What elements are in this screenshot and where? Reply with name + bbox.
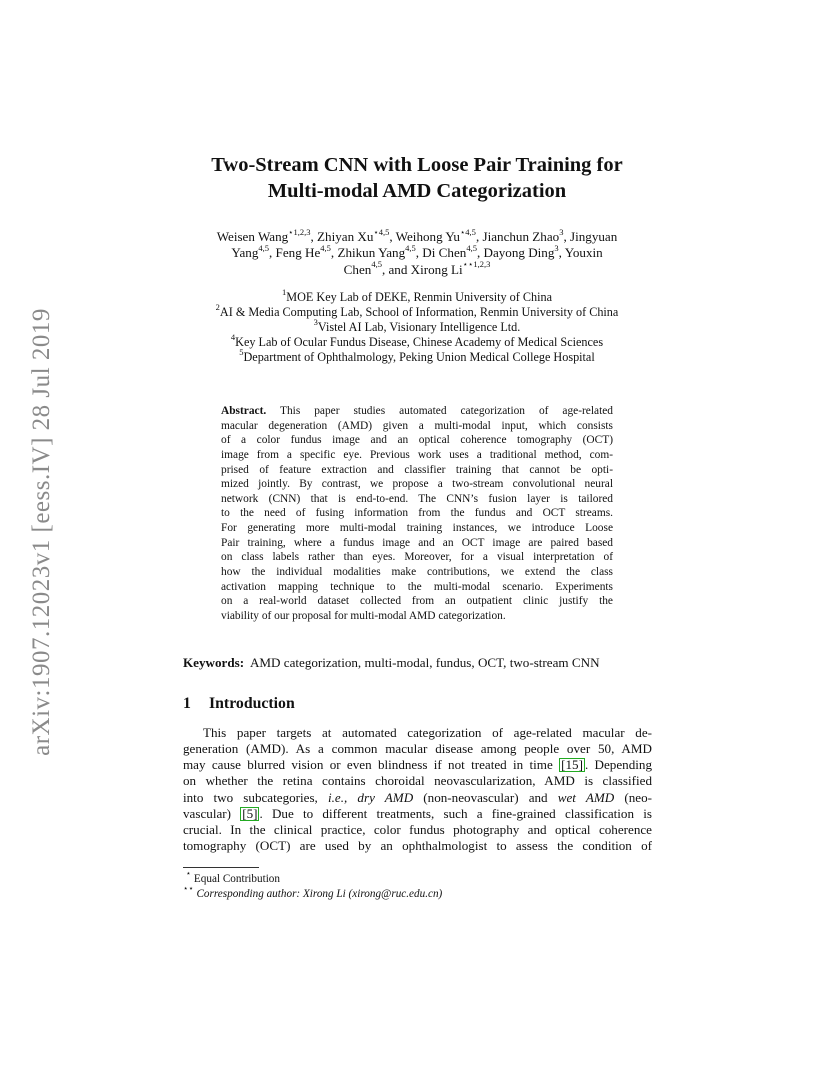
citation-link-5[interactable]: [5] <box>242 805 258 821</box>
author-name: , Youxin <box>558 245 603 261</box>
author-affil-mark: 4,5 <box>371 259 382 270</box>
author-affil-mark: 3 <box>559 226 564 237</box>
author-name: , Dayong Ding <box>476 245 555 261</box>
affil-text: MOE Key Lab of DEKE, Renmin University of China <box>286 290 552 304</box>
author-name: , Jianchun Zhao <box>475 229 560 244</box>
body-text: into two subcategories, <box>183 789 328 805</box>
footnote-mark: ⋆ <box>185 868 192 879</box>
body-line <box>183 757 652 773</box>
abstract-line: For generating more multi-modal training instances, we introduce Loose <box>221 522 613 535</box>
body-line: This paper targets at automated categorization of age-related macular de- <box>203 725 652 740</box>
footnote-rule <box>183 867 259 868</box>
author-affil-mark: 4,5 <box>405 243 416 254</box>
author-name: , Jingyuan <box>563 229 618 244</box>
body-line <box>183 806 652 822</box>
author-affil-mark: 4,5 <box>258 243 269 254</box>
abstract-line: mized jointly. By contrast, we propose a two-stream convolutional neural <box>221 478 613 491</box>
body-text: vascular) <box>183 805 241 821</box>
title-line-2: Multi-modal AMD Categorization <box>267 180 567 202</box>
affiliation-3 <box>160 316 674 335</box>
author-affil-mark: 4,5 <box>320 243 331 254</box>
arxiv-identifier: arXiv:1907.12023v1 [eess.IV] 28 Jul 2019 <box>28 308 55 756</box>
author-name: , and Xirong Li <box>381 261 463 277</box>
body-line <box>183 790 652 806</box>
author-affil-mark: ⋆⋆1,2,3 <box>462 259 491 270</box>
body-line: tomography (OCT) are used by an ophthalmologist to assess the condition of <box>183 837 652 853</box>
abstract-line: prised of feature extraction and classifier training that cannot be opti- <box>221 463 613 476</box>
keywords-label: Keywords: <box>183 655 245 670</box>
affil-number: 2 <box>215 301 220 312</box>
abstract-label: Abstract. <box>221 405 267 417</box>
abstract <box>221 404 613 624</box>
author-line-1 <box>170 226 664 245</box>
arxiv-stamp <box>22 292 62 772</box>
section-title: Introduction <box>209 695 295 712</box>
affil-text: Department of Ophthalmology, Peking Union Medical College Hospital <box>243 350 595 364</box>
author-affil-mark: 3 <box>554 243 559 254</box>
affil-number: 1 <box>282 286 287 297</box>
author-affil-mark: ⋆1,2,3 <box>288 226 311 237</box>
author-name: , Zhikun Yang <box>330 245 406 261</box>
author-affil-mark: ⋆4,5 <box>373 226 390 237</box>
author-name: , Weihong Yu <box>389 229 460 244</box>
body-line: on whether the retina contains choroidal neovascularization, AMD is classified <box>183 773 652 789</box>
body-text: . Due to different treatments, such a fine-grained classification is <box>259 805 652 821</box>
affiliation-list <box>160 286 674 365</box>
body-italic: i.e., <box>327 789 348 805</box>
affil-number: 3 <box>313 316 318 327</box>
footnote-1 <box>183 868 442 887</box>
affiliation-2 <box>160 301 674 320</box>
affil-text: Vistel AI Lab, Visionary Intelligence Ltd. <box>317 320 521 334</box>
author-name: , Di Chen <box>415 245 467 261</box>
author-line-2 <box>170 245 664 261</box>
abstract-line: to the need of fusing information from the fundus and OCT streams. <box>221 507 613 520</box>
body-text: (neo- <box>614 789 652 805</box>
title-line-1: Two-Stream CNN with Loose Pair Training for <box>211 154 623 176</box>
citation-link-15[interactable]: [15] <box>561 757 583 773</box>
author-line-3 <box>170 259 664 278</box>
body-text: (non-neovascular) and <box>413 789 558 805</box>
affil-text: Key Lab of Ocular Fundus Disease, Chinese Academy of Medical Sciences <box>235 335 604 349</box>
body-italic: wet AMD <box>557 789 615 805</box>
footnote-text: Equal Contribution <box>193 873 280 885</box>
affiliation-4 <box>160 331 674 350</box>
abstract-line: image from a specific eye. Previous work uses a traditional method, com- <box>221 448 613 461</box>
affiliation-5 <box>160 346 674 365</box>
body-text <box>347 790 357 805</box>
body-italic: dry AMD <box>357 789 414 805</box>
section-heading <box>183 695 295 713</box>
footnote-text: Corresponding author: Xirong Li (xirong@ruc.edu.cn) <box>196 887 443 900</box>
author-affil-mark: 4,5 <box>466 243 477 254</box>
affil-text: AI & Media Computing Lab, School of Information, Renmin University of China <box>219 305 619 319</box>
abstract-text: This paper studies automated categorization of age-related <box>280 405 613 417</box>
keywords-text: AMD categorization, multi-modal, fundus, OCT, two-stream CNN <box>249 655 600 670</box>
footnote-mark: ⋆⋆ <box>183 882 194 893</box>
abstract-line: Pair training, where a fundus image and an OCT image are paired based <box>221 536 613 549</box>
abstract-line: network (CNN) that is end-to-end. The CNN’s fusion layer is tailored <box>221 492 613 505</box>
author-list <box>170 226 664 278</box>
abstract-line: of a color fundus image and an optical coherence tomography (OCT) <box>221 434 613 447</box>
body-line: generation (AMD). As a common macular disease among people over 50, AMD <box>183 741 652 757</box>
abstract-line: on class labels rather than eyes. Moreover, for a visual interpretation of <box>221 551 613 564</box>
footnotes <box>183 868 443 901</box>
affil-number: 4 <box>230 331 236 342</box>
author-name: , Zhiyan Xu <box>310 229 374 244</box>
body-line: crucial. In the clinical practice, color fundus photography and optical coherence <box>183 821 652 837</box>
author-name: Yang <box>231 245 259 261</box>
intro-paragraph <box>183 725 652 854</box>
abstract-line: how the individual modalities make contributions, we extend the class <box>221 566 613 579</box>
abstract-line: macular degeneration (AMD) given a multi-modal input, which consists <box>221 419 613 432</box>
abstract-line: activation mapping technique to the multi-modal scenario. Experiments <box>221 580 613 593</box>
author-name: , Feng He <box>269 245 321 261</box>
keywords <box>183 655 651 671</box>
footnote-2 <box>183 882 443 902</box>
paper-title <box>150 152 684 204</box>
body-text: . Depending <box>584 757 652 773</box>
body-text: may cause blurred vision or even blindness if not treated in time <box>183 757 560 773</box>
abstract-line: viability of our proposal for multi-modal AMD categorization. <box>221 609 506 622</box>
section-number: 1 <box>183 695 191 712</box>
affiliation-1 <box>160 286 674 305</box>
abstract-line: on a real-world dataset collected from an outpatient clinic justify the <box>221 595 613 608</box>
author-name: Weisen Wang <box>216 229 289 244</box>
affil-number: 5 <box>239 346 244 357</box>
abstract-line <box>221 404 613 419</box>
author-affil-mark: ⋆4,5 <box>459 226 476 237</box>
author-name: Chen <box>343 261 372 277</box>
